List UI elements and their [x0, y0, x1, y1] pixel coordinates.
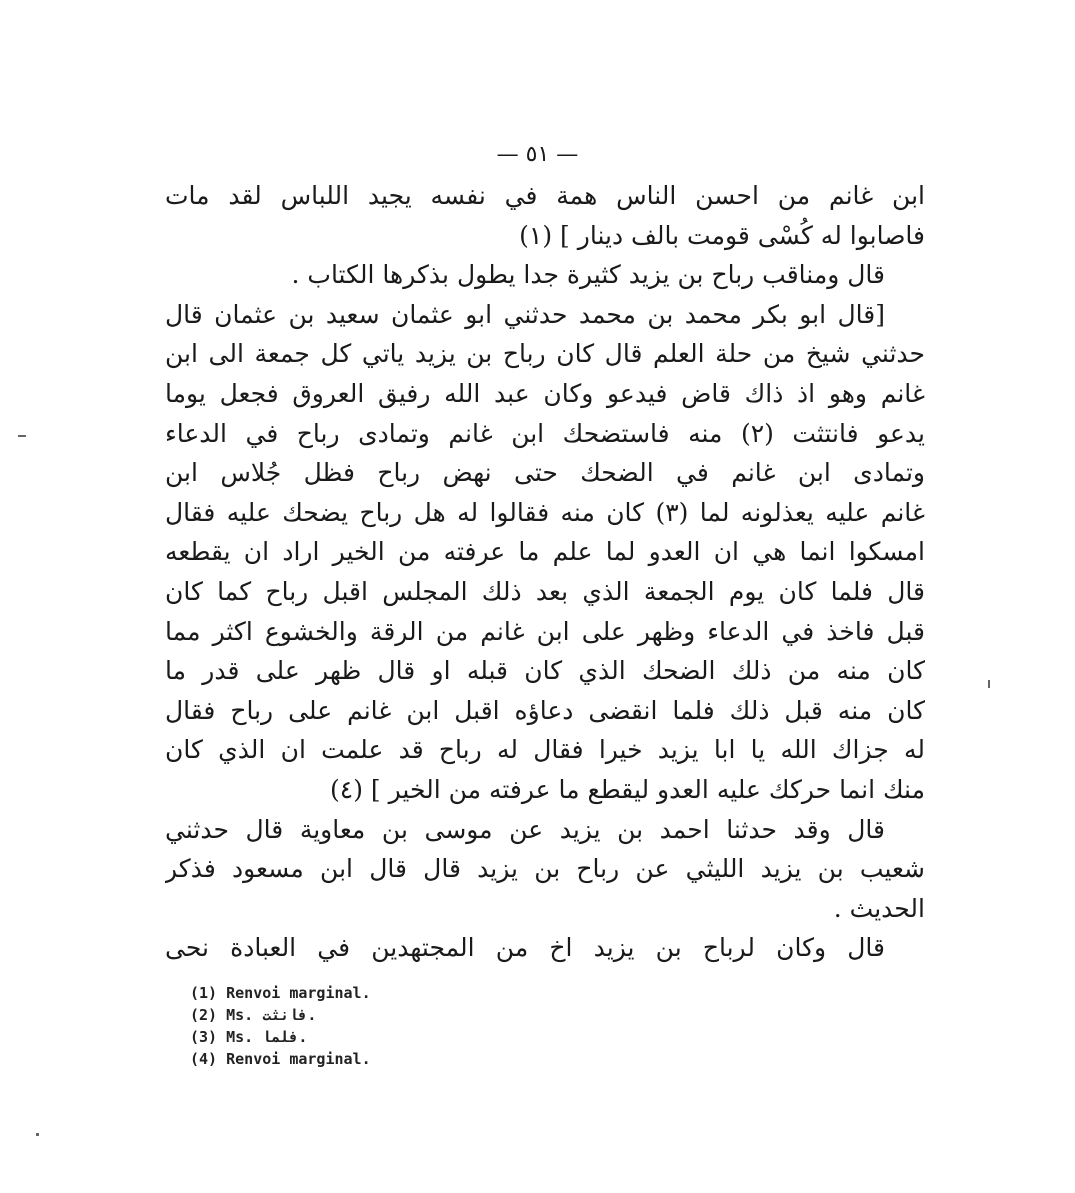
footnote-marker: (3)	[190, 1028, 218, 1046]
text-line: قبل فاخذ في الدعاء وظهر على ابن غانم من الرقة والخشوع اكثر مما	[165, 616, 925, 646]
scan-speck	[18, 435, 26, 437]
text-line: غانم وهو اذ ذاك قاض فيدعو وكان عبد الله رفيق العروق فجعل يوما	[165, 378, 925, 408]
text-line: له جزاك الله يا ابا يزيد خيرا فقال له رباح قد علمت ان الذي كان	[165, 735, 925, 765]
text-line: ابن غانم من احسن الناس همة في نفسه يجيد اللباس لقد مات	[165, 181, 925, 210]
scan-speck	[988, 680, 990, 688]
text-line: كان منه قبل ذلك فلما انقضى دعاؤه اقبل ابن غانم على رباح فقال	[165, 695, 925, 725]
text-line: وتمادى ابن غانم في الضحك حتى نهض رباح فظل جُلاس ابن	[165, 458, 925, 488]
footnote-text: Ms. فانثت.	[226, 1006, 317, 1024]
text-line: يدعو فانتثت (٢) منه فاستضحك ابن غانم وتمادى رباح في الدعاء	[165, 418, 925, 448]
text-line: شعيب بن يزيد الليثي عن رباح بن يزيد قال قال ابن مسعود فذكر	[165, 854, 925, 884]
footnote-marker: (1)	[190, 984, 218, 1002]
arabic-text-body	[165, 176, 925, 968]
text-line: امسكوا انما هي ان العدو لما علم ما عرفته من الخير اراد ان يقطعه	[165, 537, 925, 567]
footnote-marker: (4)	[190, 1050, 218, 1068]
footnote	[190, 982, 790, 1004]
text-line: قال وقد حدثنا احمد بن يزيد عن موسى بن معاوية قال حدثني	[165, 814, 885, 844]
text-line: الحديث .	[833, 893, 925, 923]
footnote-text: Renvoi marginal.	[226, 1050, 371, 1068]
text-line: قال وكان لرباح بن يزيد اخ من المجتهدين في العبادة نحى	[165, 933, 885, 963]
footnote	[190, 1048, 790, 1070]
footnote-text: Renvoi marginal.	[226, 984, 371, 1002]
text-line: قال ومناقب رباح بن يزيد كثيرة جدا يطول بذكرها الكتاب .	[291, 260, 885, 290]
text-line: فاصابوا له كُسْى قومت بالف دينار ] (١)	[519, 220, 925, 250]
text-line: غانم عليه يعذلونه لما (٣) كان منه فقالوا له هل رباح يضحك عليه فقال	[165, 497, 925, 527]
text-line: منك انما حركك عليه العدو ليقطع ما عرفته من الخير ] (٤)	[330, 774, 925, 804]
page-number: — ٥١ —	[496, 142, 579, 167]
text-line: كان منه من ذلك الضحك الذي كان قبله او قال ظهر على قدر ما	[165, 656, 925, 686]
text-line: حدثني شيخ من حلة العلم قال كان رباح بن يزيد ياتي كل جمعة الى ابن	[165, 339, 925, 369]
footnote-text: Ms. فلما.	[226, 1028, 308, 1046]
footnotes	[190, 982, 790, 1070]
text-line: قال فلما كان يوم الجمعة الذي بعد ذلك المجلس اقبل رباح كما كان	[165, 576, 925, 606]
scan-speck	[36, 1133, 39, 1136]
footnote-marker: (2)	[190, 1006, 218, 1024]
footnote	[190, 1026, 790, 1048]
text-line: [قال ابو بكر محمد بن محمد حدثني ابو عثمان سعيد بن عثمان قال	[165, 299, 885, 329]
footnote	[190, 1004, 790, 1026]
